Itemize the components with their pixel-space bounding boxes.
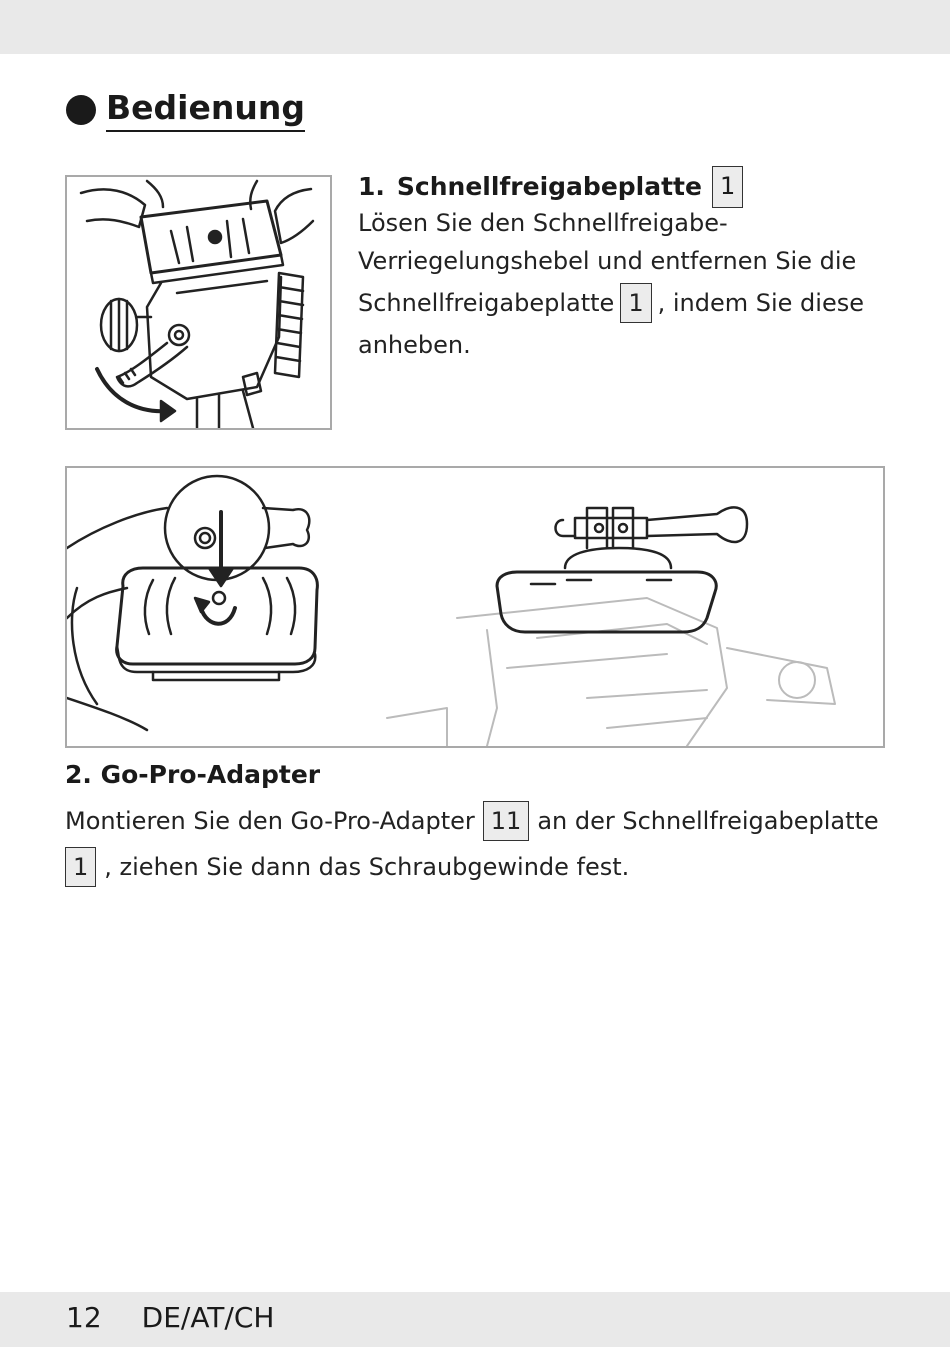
section-heading [66,84,305,136]
bullet-icon [66,95,96,125]
step1-heading [358,166,743,208]
region-label: DE/AT/CH [141,1301,275,1334]
figure-release-lever [65,175,332,430]
step2-line [65,844,925,890]
step2-line [65,798,925,844]
step1-line [358,280,918,326]
step2-instructions [65,798,925,890]
step2-text: Montieren Sie den Go-Pro-Adapter [65,807,475,835]
part-ref-badge: 1 [620,283,651,323]
step1-line: Lösen Sie den Schnellfreigabe- [358,209,728,237]
figure-gopro-adapter [65,466,885,748]
step2-text: , ziehen Sie dann das Schraubgewinde fest. [104,853,630,881]
section-title: Bedienung [106,88,305,132]
page-footer [66,1297,274,1339]
step1-title: Schnellfreigabeplatte [396,172,702,201]
step1-line: anheben. [358,331,471,359]
step1-instructions [358,204,918,364]
step1-text: , indem Sie diese [657,289,864,317]
step1-line: Verriegelungshebel und entfernen Sie die [358,247,857,275]
part-ref-badge: 1 [65,847,96,887]
step1-number: 1. [358,172,385,201]
tripod-head-illustration [67,177,330,428]
step1-text: Schnellfreigabeplatte [358,289,615,317]
gopro-adapter-illustration [67,468,883,746]
step2-text: an der Schnellfreigabeplatte [537,807,879,835]
part-ref-badge: 11 [483,801,530,841]
page-number: 12 [66,1301,102,1334]
top-band [0,0,950,54]
part-ref-badge: 1 [712,166,743,208]
step2-heading: 2. Go-Pro-Adapter [65,760,321,789]
